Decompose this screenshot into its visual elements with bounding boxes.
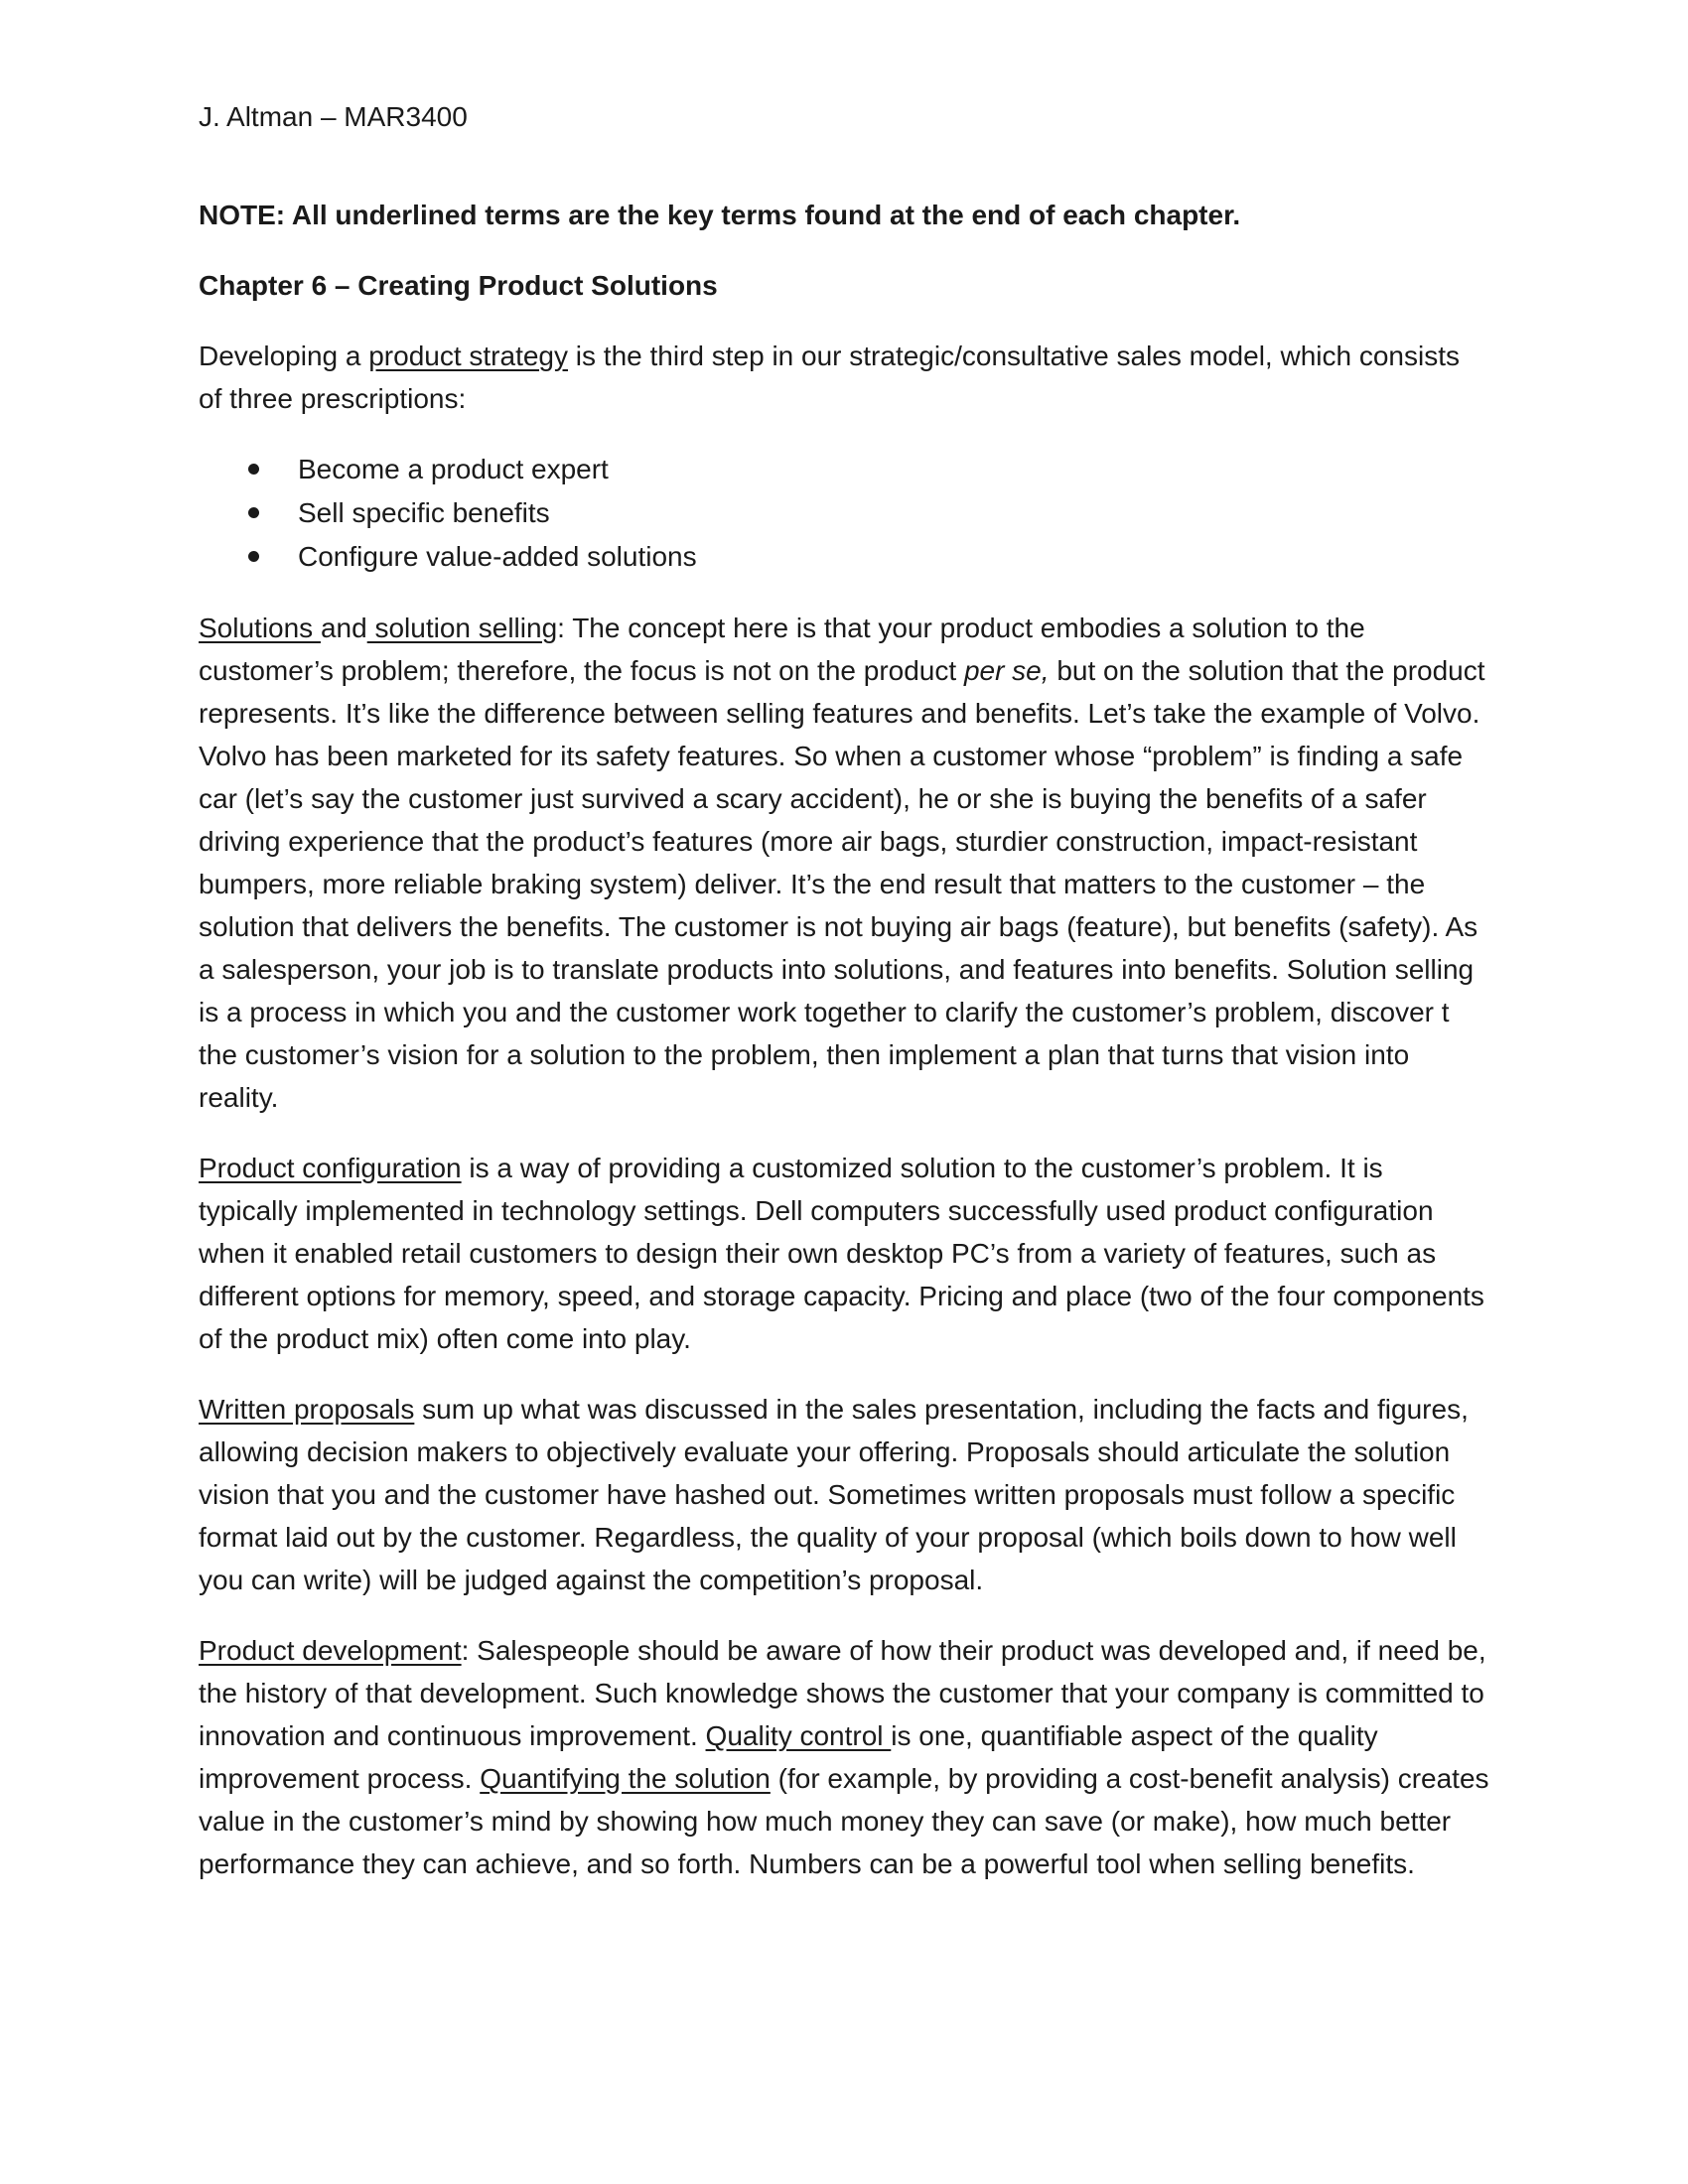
list-item [199,491,1489,535]
chapter-title: Chapter 6 – Creating Product Solutions [199,270,718,301]
key-term-product-configuration: Product configuration [199,1153,462,1183]
list-item-text: Sell specific benefits [298,497,550,528]
bullet-icon [248,551,259,562]
document-header: J. Altman – MAR3400 [199,101,468,132]
product-development-paragraph [199,1629,1489,1885]
list-item-text: Become a product expert [298,454,609,484]
list-item-text: Configure value-added solutions [298,541,697,572]
proposals-text: sum up what was discussed in the sales presentation, including the facts and figures, allowing decision makers to objectively evaluate your offering. Proposals should articulate the solution vision that you and the customer have hashed out. Sometimes written proposals must follow a specific format laid out by the customer. Regardless, the quality of your proposal (which boils down to how well you can write) will be judged against the competition’s proposal. [199,1394,1469,1595]
solutions-text-1: and [320,613,367,643]
development-text-1: : Salespeople should be aware of how their product was developed and, if need be, the history of that development. Such knowledge shows the customer that your company is committed to innovation and continuous improvement. [199,1635,1486,1751]
intro-text-2: is the third step in our strategic/consultative sales model, which consists of three prescriptions: [199,341,1460,414]
key-term-quality-control: Quality control [705,1720,892,1751]
key-terms-note: NOTE: All underlined terms are the key terms found at the end of each chapter. [199,200,1241,230]
key-term-product-development: Product development [199,1635,462,1666]
list-item [199,535,1489,579]
bullet-icon [248,464,259,475]
development-text-2: is one, quantifiable aspect of the quality improvement process. [199,1720,1378,1794]
configuration-text: is a way of providing a customized solution to the customer’s problem. It is typically implemented in technology settings. Dell computers successfully used product configuration when it enabled retail customers to design their own desktop PC’s from a variety of features, such as different options for memory, speed, and storage capacity. Pricing and place (two of the four components of the product mix) often come into play. [199,1153,1484,1354]
solutions-text-2: : The concept here is that your product embodies a solution to the customer’s problem; therefore, the focus is not on the product [199,613,1365,686]
list-item [199,448,1489,491]
key-term-solution-selling: solution selling [366,613,558,643]
key-term-quantifying-the-solution: Quantifying the solution [480,1763,771,1794]
key-term-solutions: Solutions [199,613,321,643]
solutions-paragraph [199,607,1489,1119]
document-page [199,95,1489,1913]
product-configuration-paragraph [199,1147,1489,1360]
solutions-italic-text: per se, [963,655,1050,686]
prescriptions-list [199,448,1489,579]
bullet-icon [248,507,259,518]
written-proposals-paragraph [199,1388,1489,1601]
key-term-product-strategy: product strategy [368,341,569,371]
key-term-written-proposals: Written proposals [199,1394,415,1425]
solutions-text-3: but on the solution that the product represents. It’s like the difference between selling features and benefits. Let’s take the example of Volvo. Volvo has been marketed for its safety features. So when a customer whose “problem” is finding a safe car (let’s say the customer just survived a scary accident), he or she is buying the benefits of a safer driving experience that the product’s features (more air bags, sturdier construction, impact-resistant bumpers, more reliable braking system) deliver. It’s the end result that matters to the customer – the solution that delivers the benefits. The customer is not buying air bags (feature), but benefits (safety). As a salesperson, your job is to translate products into solutions, and features into benefits. Solution selling is a process in which you and the customer work together to clarify the customer’s problem, discover t the customer’s vision for a solution to the problem, then implement a plan that turns that vision into reality. [199,655,1485,1113]
intro-paragraph [199,335,1489,420]
intro-text-1: Developing a [199,341,369,371]
development-text-3: (for example, by providing a cost-benefit analysis) creates value in the customer’s mind by showing how much money they can save (or make), how much better performance they can achieve, and so forth. Numbers can be a powerful tool when selling benefits. [199,1763,1489,1879]
